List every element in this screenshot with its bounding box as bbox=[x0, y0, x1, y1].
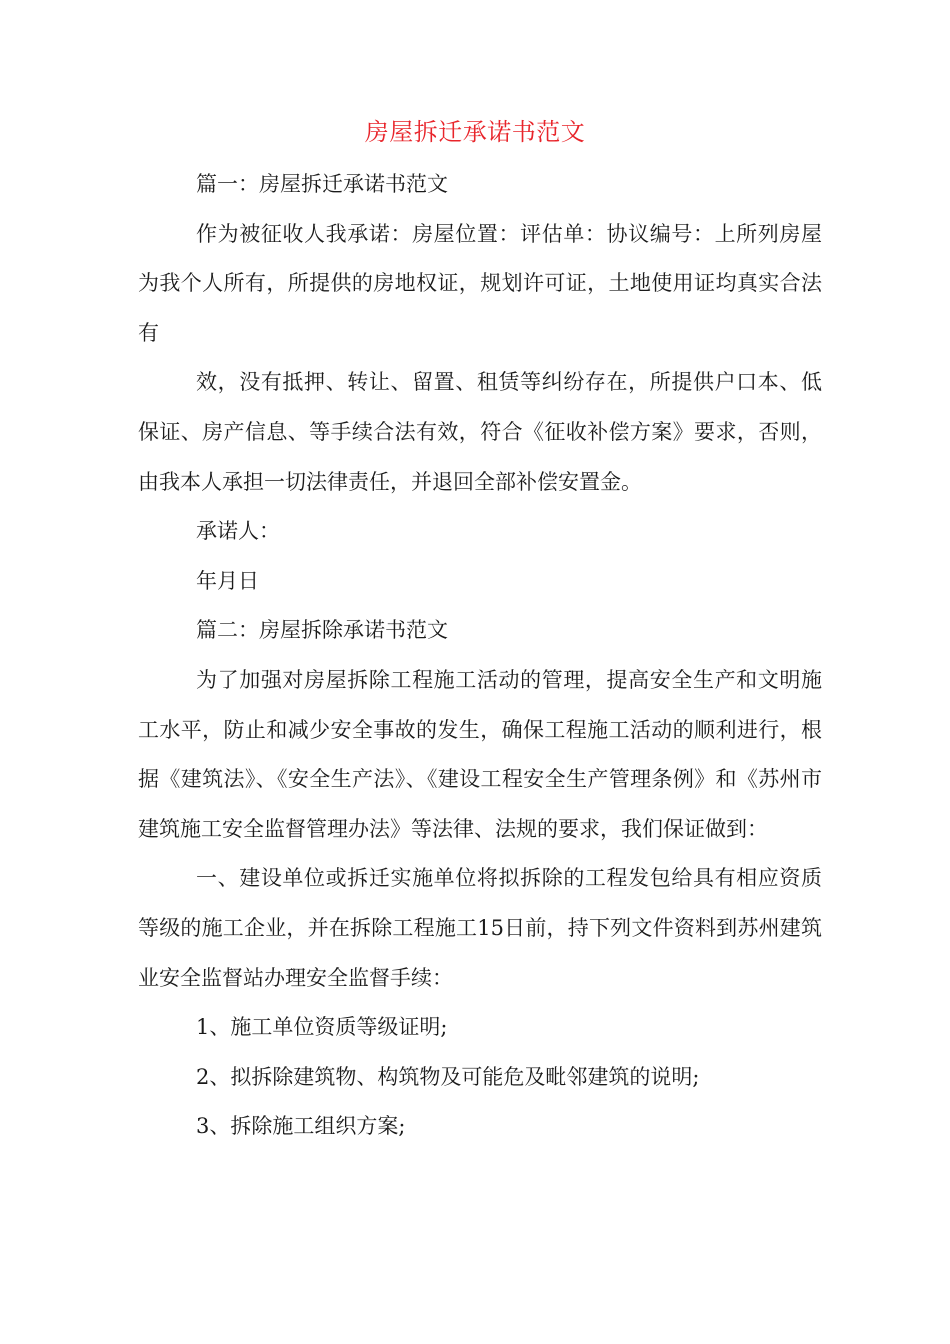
list-item: 2、拟拆除建筑物、构筑物及可能危及毗邻建筑的说明; bbox=[196, 1064, 700, 1089]
list-item: 3、拆除施工组织方案; bbox=[196, 1114, 406, 1139]
section-heading-2: 篇二：房屋拆除承诺书范文 bbox=[196, 618, 448, 643]
date-label: 年月日 bbox=[196, 568, 259, 593]
paragraph: 作为被征收人我承诺：房屋位置：评估单：协议编号：上所列房屋为我个人所有，所提供的房地权证，规划许可证，土地使用证均真实合法有 bbox=[138, 221, 822, 345]
signature-label: 承诺人： bbox=[196, 519, 280, 544]
paragraph: 为了加强对房屋拆除工程施工活动的管理，提高安全生产和文明施工水平，防止和减少安全事故的发生，确保工程施工活动的顺利进行，根据《建筑法》、《安全生产法》、《建设工程安全生产管理条例》和《苏州市建筑施工安全监督管理办法》等法律、法规的要求，我们保证做到： bbox=[138, 667, 822, 841]
document-body bbox=[138, 160, 822, 1152]
document-title: 房屋拆迁承诺书范文 bbox=[364, 118, 586, 146]
section-heading-1: 篇一：房屋拆迁承诺书范文 bbox=[196, 172, 448, 196]
list-item: 1、施工单位资质等级证明; bbox=[196, 1015, 448, 1040]
paragraph: 效，没有抵押、转让、留置、租赁等纠纷存在，所提供户口本、低保证、房产信息、等手续合法有效，符合《征收补偿方案》要求，否则，由我本人承担一切法律责任，并退回全部补偿安置金。 bbox=[138, 370, 822, 494]
paragraph: 一、建设单位或拆迁实施单位将拟拆除的工程发包给具有相应资质等级的施工企业，并在拆除工程施工15日前，持下列文件资料到苏州建筑业安全监督站办理安全监督手续： bbox=[138, 866, 822, 990]
